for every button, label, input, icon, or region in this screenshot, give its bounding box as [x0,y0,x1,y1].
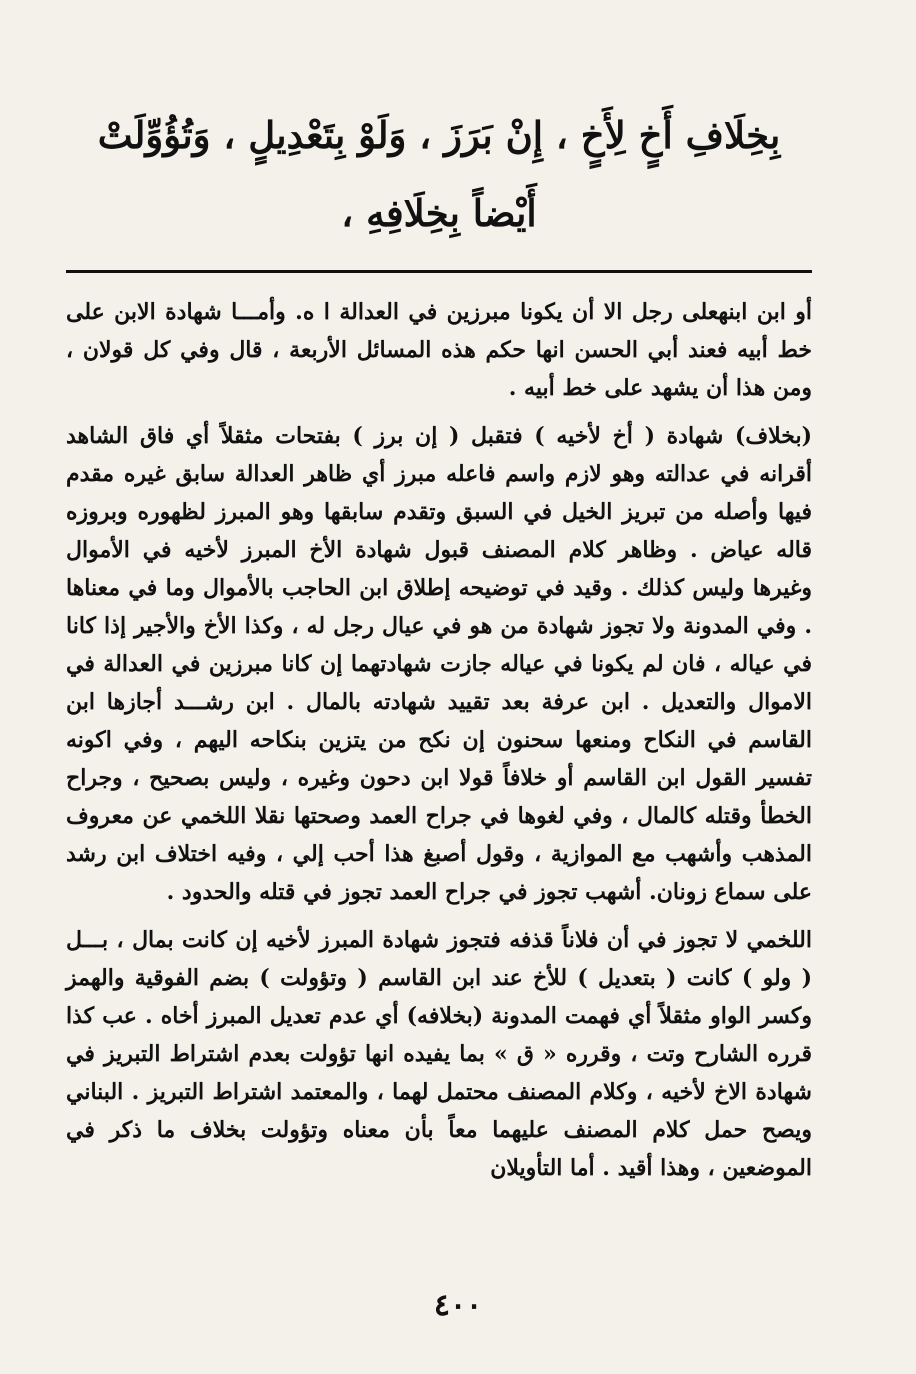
separator-rule [66,270,812,273]
commentary-paragraph-3: اللخمي لا تجوز في أن فلاناً قذفه فتجوز شهادة المبرز لأخيه إن كانت بمال ، بـــل ( ولو ) كانت ( بتعديل ) للأخ عند ابن القاسم ( وتؤولت ) بضم الفوقية والهمز وكسر الواو مثقلاً أي فهمت المدونة (بخلافه) أي عدم تعديل المبرز أخاه . عب كذا قرره الشارح وتت ، وقرره « ق » بما يفيده انها تؤولت بعدم اشتراط التبريز في شهادة الاخ لأخيه ، وكلام المصنف محتمل لهما ، والمعتمد اشتراط التبريز . البناني ويصح حمل كلام المصنف عليهما معاً بأن معناه وتؤولت بخلاف ما ذكر في الموضعين ، وهذا أقيد . أما التأويلان [66,927,812,1181]
matn-text [66,96,812,252]
matn-line-2: أَيْضاً بِخِلَافِهِ ، [341,191,537,235]
commentary-body [66,293,812,1187]
commentary-paragraph-1: أو ابن ابنهعلى رجل الا أن يكونا مبرزين في العدالة ا ه. وأمـــا شهادة الابن على خط أبيه فعند أبي الحسن انها حكم هذه المسائل الأربعة ، قال وفي كل قولان ، ومن هذا أن يشهد على خط أبيه . [66,299,812,401]
commentary-paragraph-2: (بخلاف) شهادة ( أخ لأخيه ) فتقبل ( إن برز ) بفتحات مثقلاً أي فاق الشاهد أقرانه في عدالته وهو لازم واسم فاعله مبرز أي ظاهر العدالة سابق غيره مقدم فيها وأصله من تبريز الخيل في السبق وتقدم سابقها وهو المبرز لظهوره وبروزه قاله عياض . وظاهر كلام المصنف قبول شهادة الأخ المبرز لأخيه في الأموال وغيرها وليس كذلك . وقيد في توضيحه إطلاق ابن الحاجب بالأموال وما في معناها . وفي المدونة ولا تجوز شهادة من هو في عيال رجل له ، وكذا الأخ والأجير إذا كانا في عياله ، فان لم يكونا في عياله جازت شهادتهما إن كانا مبرزين في العدالة في الاموال والتعديل . ابن عرفة بعد تقييد شهادته بالمال . ابن رشـــد أجازها ابن القاسم في النكاح ومنعها سحنون إن نكح من يتزين بنكاحه اليهم ، وفي اكونه تفسير القول ابن القاسم أو خلافاً قولا ابن دحون وغيره ، وليس بصحيح ، وجراح الخطأ وقتله كالمال ، وفي لغوها في جراح العمد وصحتها نقلا اللخمي عن معروف المذهب وأشهب مع الموازية ، وقول أصبغ هذا أحب إلي ، وفيه اختلاف ابن رشد على سماع زونان. أشهب تجوز في جراح العمد تجوز في قتله والحدود . [66,423,812,905]
page-number: ٤٠٠ [433,1288,483,1323]
matn-line-1: بِخِلَافِ أَخٍ لِأَخٍ ، إِنْ بَرَزَ ، وَلَوْ بِتَعْدِيلٍ ، وَتُؤُوِّلَتْ [97,113,781,157]
